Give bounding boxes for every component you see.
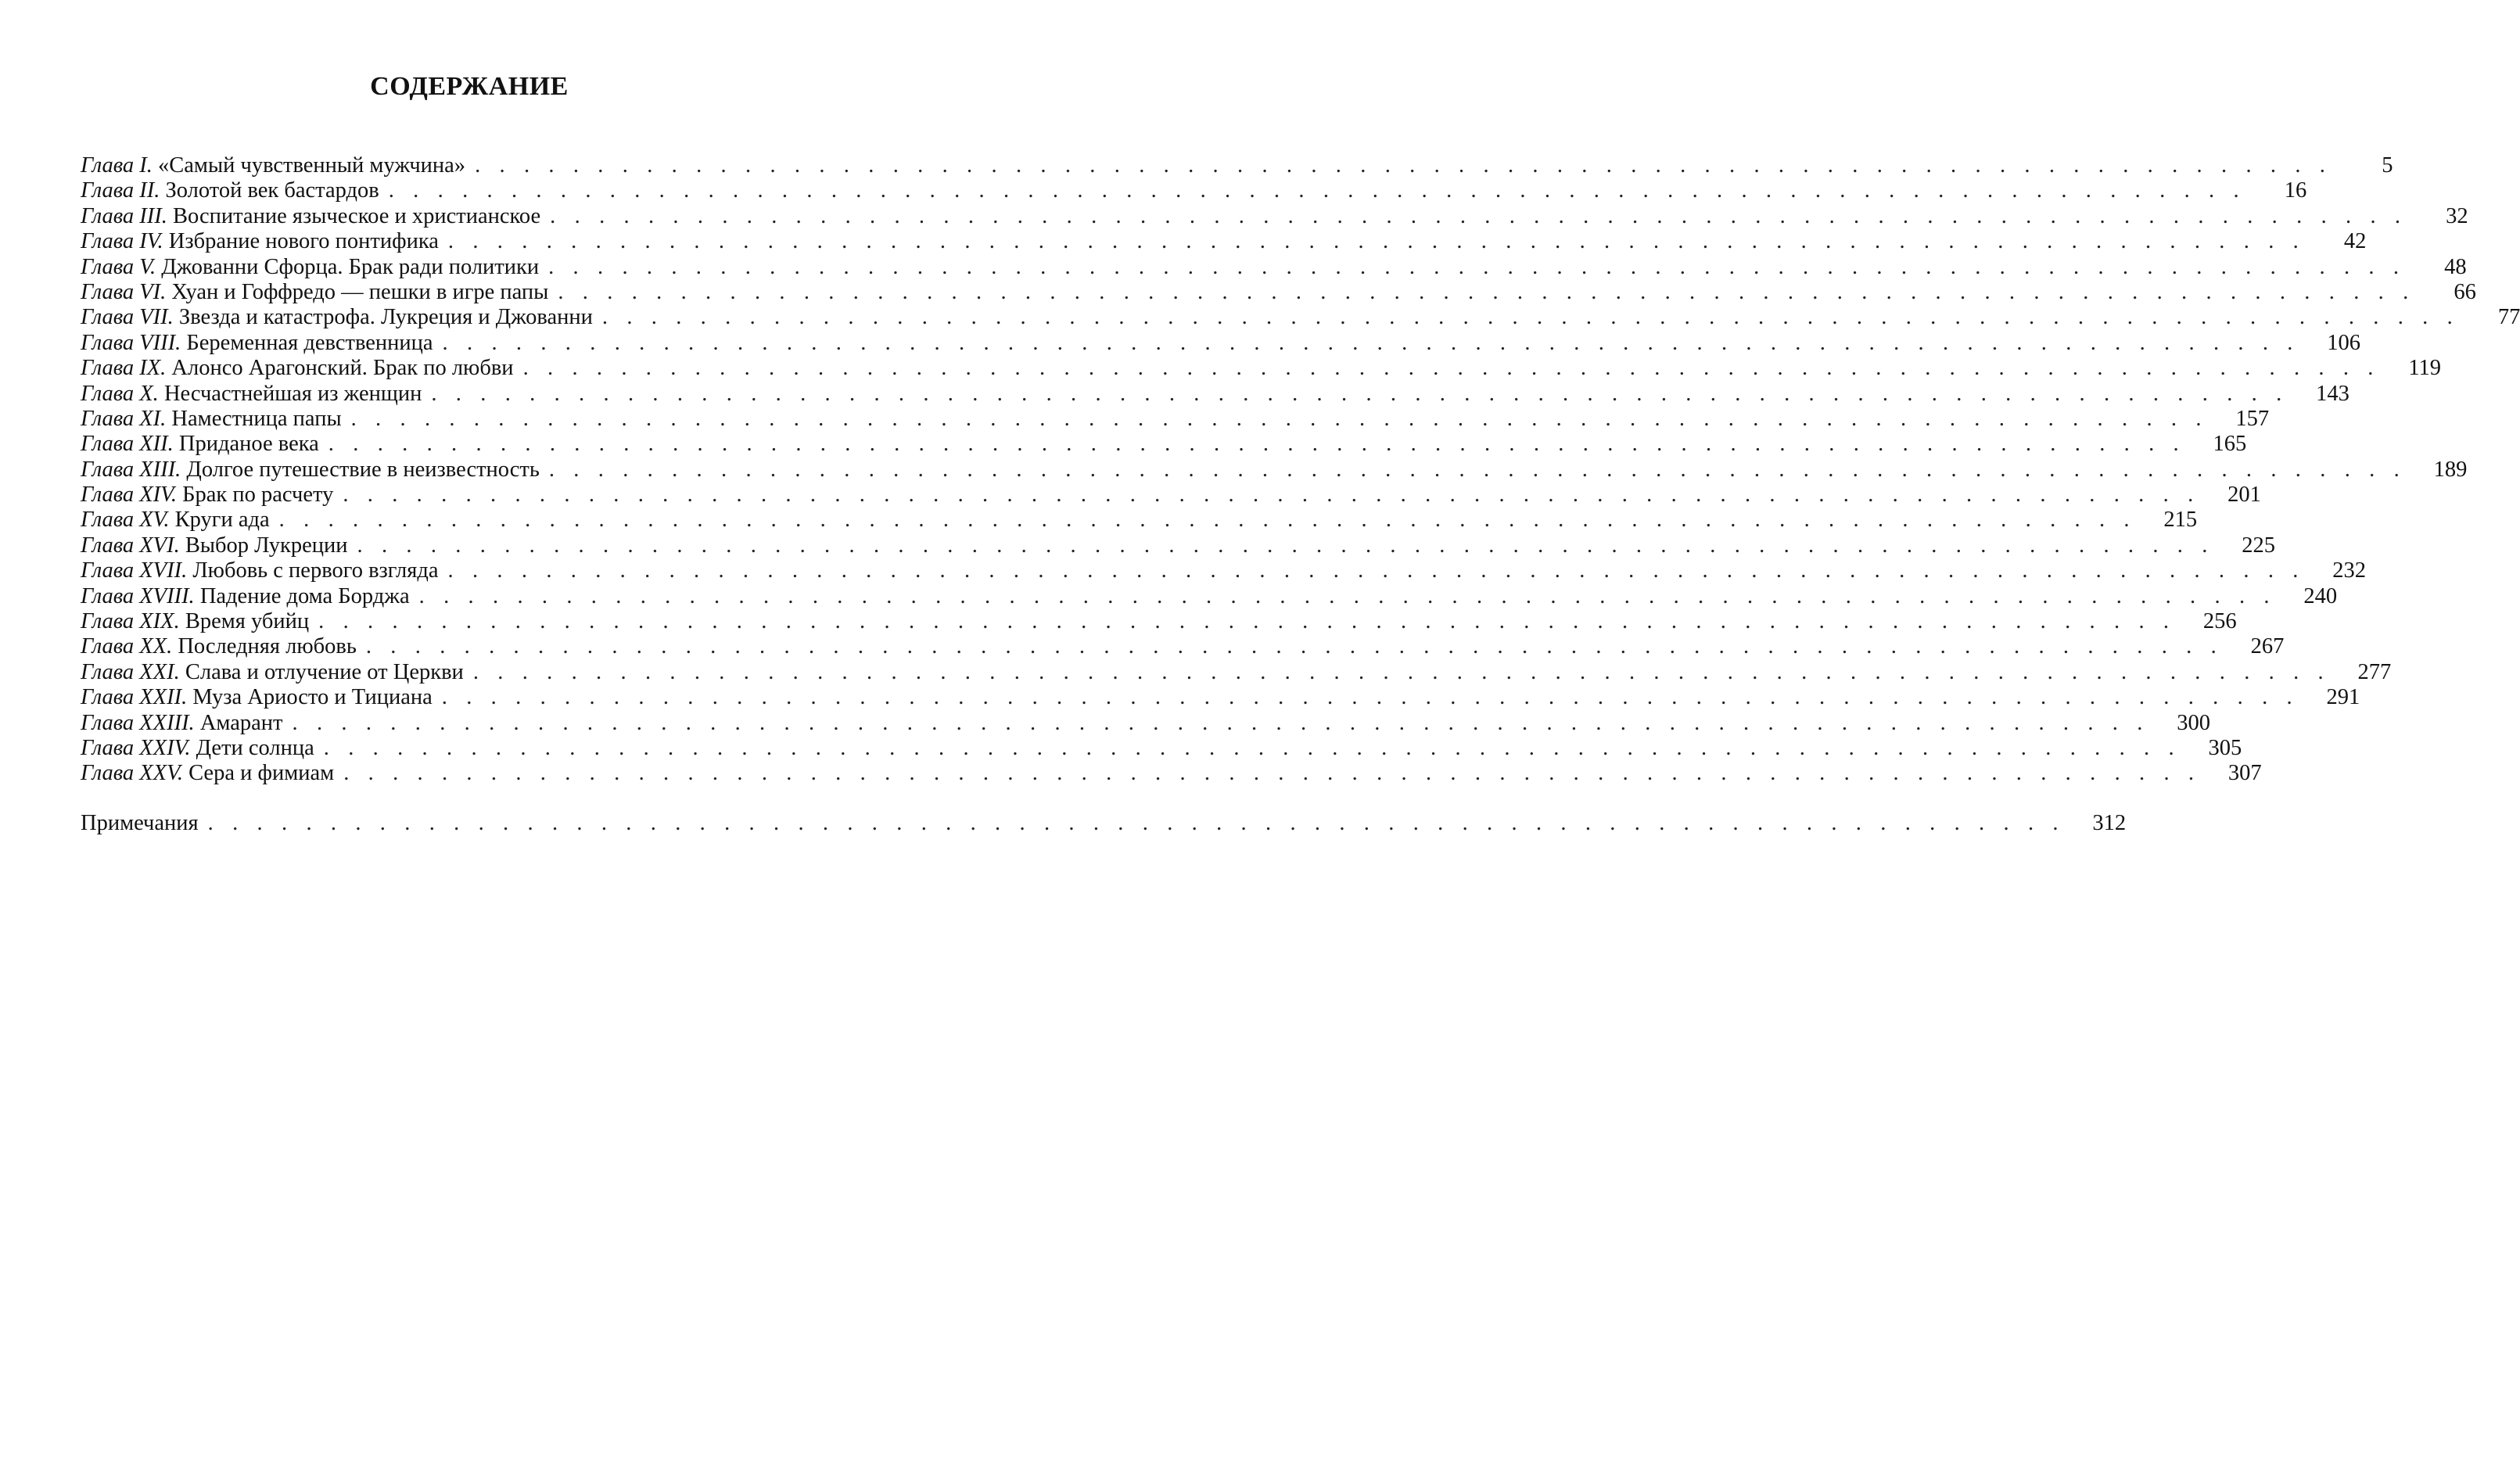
toc-entry[interactable] [81, 558, 2366, 583]
page-number: 225 [2242, 533, 2275, 558]
toc-entry-label [81, 508, 270, 533]
chapter-number: Глава XVII. [81, 558, 188, 583]
toc-entry[interactable] [81, 457, 2468, 483]
chapter-title: Любовь с первого взгляда [192, 558, 439, 583]
chapter-number: Глава XV. [81, 508, 170, 533]
chapter-number: Глава VII. [81, 305, 174, 330]
page-number: 256 [2202, 609, 2237, 634]
page-number: 119 [2408, 356, 2442, 381]
chapter-title: Последняя любовь [178, 634, 357, 659]
chapter-title: Золотой век бастардов [165, 178, 379, 203]
dot-leader: . . . . . . . . . . . . . . . . . . . . . . . . . . . . . . . . . . . . . . . . . . . . . . . . . . . . . . . . . . . . . . . . . . . . . . . . . . . . [601, 305, 2460, 330]
toc-entry-label [81, 533, 348, 558]
chapter-number: Глава XXI. [81, 659, 180, 684]
dot-leader: . . . . . . . . . . . . . . . . . . . . . . . . . . . . . . . . . . . . . . . . . . . . . . . . . . . . . . . . . . . . . . . . . . . . . . . . . . . . [475, 153, 2332, 178]
chapter-number: Глава XX. [81, 634, 173, 659]
chapter-title: Приданое века [178, 432, 319, 457]
toc-entry[interactable] [81, 356, 2442, 381]
chapter-number: Глава I. [81, 153, 153, 178]
page-title: СОДЕРЖАНИЕ [370, 72, 569, 101]
toc-entry-label [81, 331, 433, 356]
chapter-number: Глава XIX. [81, 609, 180, 634]
page-number: 267 [2250, 634, 2285, 659]
page-number: 16 [2284, 178, 2307, 203]
toc-entry[interactable] [81, 508, 2198, 533]
toc-entry[interactable] [81, 634, 2285, 659]
dot-leader: . . . . . . . . . . . . . . . . . . . . . . . . . . . . . . . . . . . . . . . . . . . . . . . . . . . . . . . . . . . . . . . . . . . . . . . . . . . . [207, 811, 2066, 835]
toc-entry-label [81, 204, 540, 229]
chapter-number: Глава V. [81, 254, 156, 279]
chapter-title: Выбор Лукреции [185, 533, 348, 558]
dot-leader: . . . . . . . . . . . . . . . . . . . . . . . . . . . . . . . . . . . . . . . . . . . . . . . . . . . . . . . . . . . . . . . . . . . . . . . . . . . . [418, 583, 2277, 608]
page-number: 5 [2382, 153, 2393, 178]
toc-entry[interactable] [81, 609, 2237, 634]
chapter-title: Амарант [199, 710, 283, 735]
chapter-title: «Самый чувственный мужчина» [158, 153, 466, 178]
notes-title: Примечания [81, 811, 199, 835]
toc-entry[interactable] [81, 659, 2392, 685]
page-number: 77 [2497, 305, 2520, 330]
page-number: 240 [2303, 583, 2338, 608]
page-number: 277 [2357, 659, 2392, 684]
dot-leader: . . . . . . . . . . . . . . . . . . . . . . . . . . . . . . . . . . . . . . . . . . . . . . . . . . . . . . . . . . . . . . . . . . . . . . . . . . . . [328, 432, 2186, 457]
dot-leader: . . . . . . . . . . . . . . . . . . . . . . . . . . . . . . . . . . . . . . . . . . . . . . . . . . . . . . . . . . . . . . . . . . . . . . . . . . . . [343, 483, 2200, 508]
toc-entry[interactable] [81, 178, 2307, 203]
chapter-number: Глава XVI. [81, 533, 180, 558]
chapter-title: Дети солнца [196, 735, 314, 760]
chapter-number: Глава XI. [81, 406, 167, 431]
dot-leader: . . . . . . . . . . . . . . . . . . . . . . . . . . . . . . . . . . . . . . . . . . . . . . . . . . . . . . . . . . . . . . . . . . . . . . . . . . . . [441, 685, 2299, 710]
chapter-number: Глава XVIII. [81, 583, 195, 608]
toc-entry-label [81, 280, 548, 305]
toc-entry-label [81, 736, 314, 761]
toc-entry[interactable] [81, 381, 2349, 407]
chapter-title: Несчастнейшая из женщин [163, 381, 422, 406]
page-number: 32 [2446, 203, 2468, 228]
toc-entry-label [81, 255, 539, 280]
page-number: 165 [2213, 432, 2247, 457]
toc-entry-label [81, 382, 422, 407]
chapter-number: Глава II. [81, 178, 160, 203]
chapter-title: Хуан и Гоффредо — пешки в игре папы [171, 279, 549, 304]
toc-entry-label [81, 153, 465, 178]
toc-entry[interactable] [81, 254, 2467, 280]
toc-entry[interactable] [81, 330, 2361, 356]
page-number: 291 [2326, 685, 2360, 710]
dot-leader: . . . . . . . . . . . . . . . . . . . . . . . . . . . . . . . . . . . . . . . . . . . . . . . . . . . . . . . . . . . . . . . . . . . . . . . . . . . . [323, 735, 2181, 760]
page-number: 66 [2454, 279, 2476, 304]
chapter-number: Глава XIV. [81, 483, 178, 508]
dot-leader: . . . . . . . . . . . . . . . . . . . . . . . . . . . . . . . . . . . . . . . . . . . . . . . . . . . . . . . . . . . . . . . . . . . . . . . . . . . . [442, 330, 2300, 355]
page-number: 42 [2343, 229, 2367, 254]
page-number: 215 [2163, 508, 2198, 533]
toc-entry[interactable] [81, 406, 2270, 432]
chapter-title: Брак по расчету [182, 483, 334, 508]
dot-leader: . . . . . . . . . . . . . . . . . . . . . . . . . . . . . . . . . . . . . . . . . . . . . . . . . . . . . . . . . . . . . . . . . . . . . . . . . . . . [548, 254, 2406, 279]
dot-leader: . . . . . . . . . . . . . . . . . . . . . . . . . . . . . . . . . . . . . . . . . . . . . . . . . . . . . . . . . . . . . . . . . . . . . . . . . . . . [365, 634, 2224, 659]
toc-entry[interactable] [81, 203, 2468, 229]
chapter-title: Сера и фимиам [188, 761, 335, 786]
chapter-title: Круги ада [174, 508, 270, 533]
toc-entry-label [81, 483, 333, 508]
toc-entry-label [81, 305, 593, 330]
chapter-title: Муза Ариосто и Тициана [192, 685, 433, 710]
page-number: 48 [2444, 254, 2467, 279]
dot-leader: . . . . . . . . . . . . . . . . . . . . . . . . . . . . . . . . . . . . . . . . . . . . . . . . . . . . . . . . . . . . . . . . . . . . . . . . . . . . [431, 381, 2288, 406]
notes-page-number: 312 [2092, 811, 2127, 835]
toc-entry-label [81, 432, 319, 457]
notes-entry[interactable] [81, 811, 2127, 836]
chapter-number: Глава VI. [81, 279, 167, 304]
chapter-title: Наместница папы [171, 406, 342, 431]
dot-leader: . . . . . . . . . . . . . . . . . . . . . . . . . . . . . . . . . . . . . . . . . . . . . . . . . . . . . . . . . . . . . . . . . . . . . . . . . . . . [447, 558, 2305, 583]
toc-entry-label [81, 356, 514, 381]
toc-entry-label [81, 558, 439, 583]
chapter-number: Глава XXII. [81, 685, 188, 710]
toc-entry[interactable] [81, 761, 2262, 786]
page-number: 189 [2433, 457, 2468, 482]
toc-entry[interactable] [81, 305, 2520, 330]
dot-leader: . . . . . . . . . . . . . . . . . . . . . . . . . . . . . . . . . . . . . . . . . . . . . . . . . . . . . . . . . . . . . . . . . . . . . . . . . . . . [558, 279, 2415, 304]
toc-entry[interactable] [81, 533, 2275, 558]
chapter-number: Глава VIII. [81, 330, 181, 355]
toc-entry[interactable] [81, 735, 2242, 761]
toc-entry[interactable] [81, 153, 2393, 178]
chapter-title: Алонсо Арагонский. Брак по любви [171, 356, 514, 381]
dot-leader: . . . . . . . . . . . . . . . . . . . . . . . . . . . . . . . . . . . . . . . . . . . . . . . . . . . . . . . . . . . . . . . . . . . . . . . . . . . . [318, 609, 2176, 634]
toc-entry[interactable] [81, 432, 2247, 457]
dot-leader: . . . . . . . . . . . . . . . . . . . . . . . . . . . . . . . . . . . . . . . . . . . . . . . . . . . . . . . . . . . . . . . . . . . . . . . . . . . . [350, 406, 2209, 431]
chapter-number: Глава III. [81, 203, 167, 228]
page-number: 157 [2235, 406, 2270, 431]
page-number: 106 [2327, 330, 2361, 355]
toc-entry-label [81, 634, 357, 659]
page-number: 305 [2208, 735, 2242, 760]
page-number: 201 [2227, 483, 2261, 508]
dot-leader: . . . . . . . . . . . . . . . . . . . . . . . . . . . . . . . . . . . . . . . . . . . . . . . . . . . . . . . . . . . . . . . . . . . . . . . . . . . . [357, 533, 2214, 558]
toc-entry-label [81, 229, 439, 254]
dot-leader: . . . . . . . . . . . . . . . . . . . . . . . . . . . . . . . . . . . . . . . . . . . . . . . . . . . . . . . . . . . . . . . . . . . . . . . . . . . . [278, 508, 2137, 533]
chapter-title: Долгое путешествие в неизвестность [186, 457, 540, 482]
chapter-title: Беременная девственница [186, 330, 433, 355]
chapter-number: Глава XXIII. [81, 710, 195, 735]
dot-leader: . . . . . . . . . . . . . . . . . . . . . . . . . . . . . . . . . . . . . . . . . . . . . . . . . . . . . . . . . . . . . . . . . . . . . . . . . . . . [292, 710, 2149, 735]
chapter-title: Слава и отлучение от Церкви [185, 659, 464, 684]
chapter-number: Глава XXIV. [81, 735, 191, 760]
page-number: 143 [2316, 381, 2349, 406]
toc-entry[interactable] [81, 685, 2360, 710]
page-number: 300 [2177, 710, 2210, 735]
dot-leader: . . . . . . . . . . . . . . . . . . . . . . . . . . . . . . . . . . . . . . . . . . . . . . . . . . . . . . . . . . . . . . . . . . . . . . . . . . . . [550, 203, 2407, 228]
chapter-number: Глава XII. [81, 432, 174, 457]
toc-entry-label [81, 584, 410, 609]
toc-entry[interactable] [81, 710, 2210, 736]
chapter-title: Время убийц [185, 609, 310, 634]
toc-row [81, 811, 2127, 836]
chapter-title: Джованни Сфорца. Брак ради политики [161, 254, 540, 279]
toc-entry[interactable] [81, 583, 2338, 609]
chapter-number: Глава X. [81, 381, 159, 406]
toc-entry-label [81, 178, 379, 203]
toc-entry-label [81, 761, 334, 786]
dot-leader: . . . . . . . . . . . . . . . . . . . . . . . . . . . . . . . . . . . . . . . . . . . . . . . . . . . . . . . . . . . . . . . . . . . . . . . . . . . . [388, 178, 2246, 203]
toc-entry-label [81, 407, 342, 432]
page-number: 307 [2227, 761, 2262, 786]
chapter-number: Глава XIII. [81, 457, 181, 482]
dot-leader: . . . . . . . . . . . . . . . . . . . . . . . . . . . . . . . . . . . . . . . . . . . . . . . . . . . . . . . . . . . . . . . . . . . . . . . . . . . . [343, 761, 2201, 786]
toc-entry[interactable] [81, 483, 2261, 508]
chapter-title: Воспитание языческое и христианское [173, 203, 541, 228]
chapter-number: Глава IX. [81, 356, 167, 381]
toc-entry-label [81, 609, 309, 634]
chapter-title: Падение дома Борджа [199, 583, 410, 608]
dot-leader: . . . . . . . . . . . . . . . . . . . . . . . . . . . . . . . . . . . . . . . . . . . . . . . . . . . . . . . . . . . . . . . . . . . . . . . . . . . . [447, 229, 2306, 254]
chapter-title: Избрание нового понтифика [168, 229, 439, 254]
toc-entry[interactable] [81, 229, 2367, 254]
chapter-title: Звезда и катастрофа. Лукреция и Джованни [178, 305, 593, 330]
toc-entry-label [81, 458, 540, 483]
dot-leader: . . . . . . . . . . . . . . . . . . . . . . . . . . . . . . . . . . . . . . . . . . . . . . . . . . . . . . . . . . . . . . . . . . . . . . . . . . . . [472, 659, 2331, 684]
dot-leader: . . . . . . . . . . . . . . . . . . . . . . . . . . . . . . . . . . . . . . . . . . . . . . . . . . . . . . . . . . . . . . . . . . . . . . . . . . . . [548, 457, 2407, 482]
table-of-contents [81, 153, 2520, 787]
page-number: 232 [2332, 558, 2366, 583]
toc-entry[interactable] [81, 279, 2476, 305]
chapter-number: Глава XXV. [81, 761, 183, 786]
toc-entry-label [81, 660, 464, 685]
chapter-number: Глава IV. [81, 229, 163, 254]
toc-entry-label [81, 711, 283, 736]
dot-leader: . . . . . . . . . . . . . . . . . . . . . . . . . . . . . . . . . . . . . . . . . . . . . . . . . . . . . . . . . . . . . . . . . . . . . . . . . . . . [522, 356, 2381, 381]
toc-entry-label [81, 685, 433, 710]
